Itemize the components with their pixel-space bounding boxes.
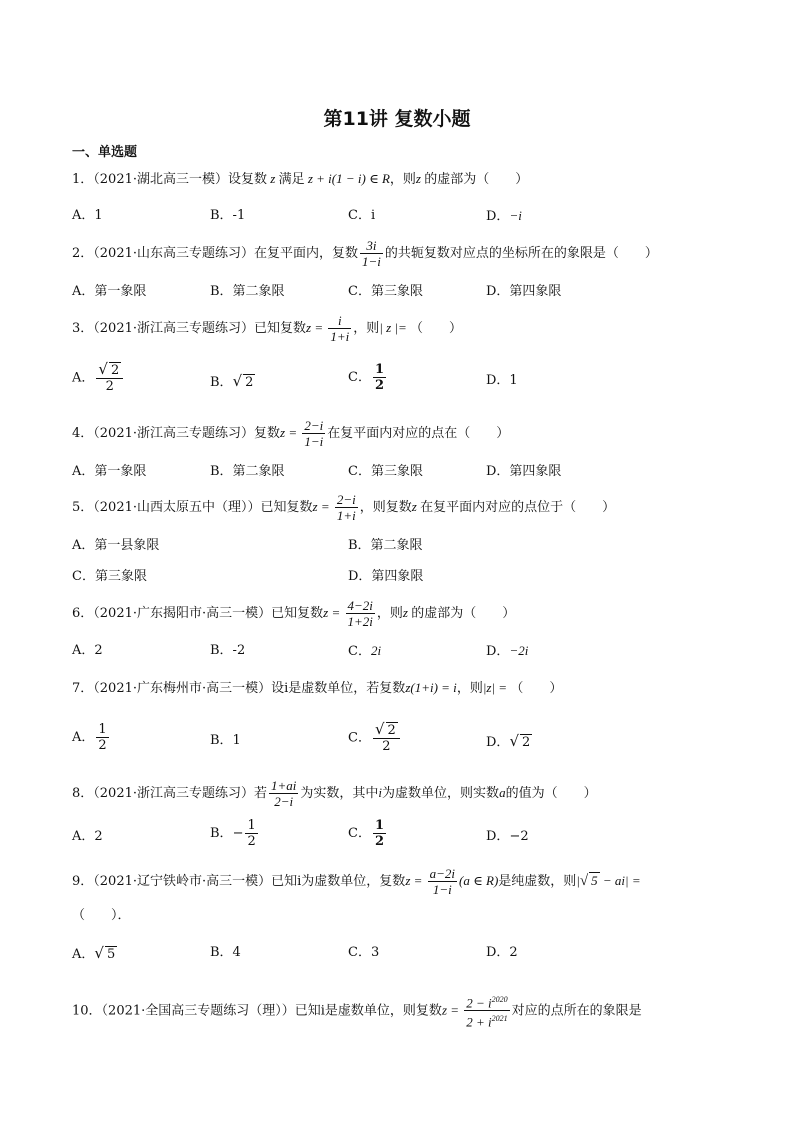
option-b: B．-1 bbox=[210, 208, 246, 223]
section-heading: 一、单选题 bbox=[72, 145, 138, 160]
option-b: B．− $\frac{1}{2}$ bbox=[210, 818, 256, 849]
option-label: D． bbox=[486, 644, 510, 659]
option-a: A．1 bbox=[72, 208, 103, 223]
denominator: 2 bbox=[374, 834, 384, 849]
question-1 bbox=[72, 171, 528, 188]
question-text: ，则 bbox=[389, 172, 416, 187]
math-fraction bbox=[428, 866, 457, 897]
math-expression: a bbox=[499, 785, 506, 800]
denominator: 1+i bbox=[336, 508, 356, 523]
question-number: 4． bbox=[72, 426, 94, 441]
option-label: C． bbox=[348, 730, 371, 746]
option-label: C． bbox=[348, 644, 371, 659]
math-fraction bbox=[96, 362, 123, 394]
question-text: （ ） bbox=[410, 321, 463, 336]
numerator: 4−2i bbox=[347, 598, 373, 613]
question-number: 2． bbox=[72, 246, 94, 261]
option-label: D． bbox=[486, 209, 510, 224]
option-d: D．第四象限 bbox=[486, 464, 562, 479]
numerator: $2 - i^{2020}$ bbox=[464, 992, 509, 1011]
option-c bbox=[348, 818, 388, 849]
question-source: （2021·全国高三专题练习（理）） bbox=[101, 1003, 295, 1019]
option-b: B．√ 2 bbox=[210, 372, 254, 390]
math-fraction bbox=[335, 492, 358, 523]
question-9-continued: （ ）． bbox=[72, 908, 131, 923]
numerator: i bbox=[328, 313, 351, 329]
option-d: D．第四象限 bbox=[486, 284, 562, 299]
option-label: C． bbox=[348, 826, 371, 841]
denominator: 1−i bbox=[304, 434, 324, 449]
question-text: 设i是虚数单位，若复数 bbox=[271, 681, 406, 696]
question-number: 10． bbox=[72, 1003, 102, 1019]
question-2 bbox=[72, 238, 658, 269]
option-a: A．第一县象限 bbox=[72, 538, 160, 553]
option-c bbox=[348, 362, 388, 393]
question-number: 7． bbox=[72, 681, 94, 696]
question-text: 已知复数 bbox=[260, 500, 313, 515]
math-expression: z = bbox=[323, 605, 344, 620]
numerator: 1+ai bbox=[271, 778, 297, 793]
page-title: 第11讲 复数小题 bbox=[323, 108, 471, 130]
denominator: 2 bbox=[374, 378, 384, 393]
option-a bbox=[72, 362, 125, 394]
option-label: D． bbox=[486, 735, 510, 750]
question-text: ，则 bbox=[353, 321, 380, 336]
math-expression: z = bbox=[405, 873, 426, 888]
option-label: B． bbox=[210, 826, 233, 841]
math-expression: i bbox=[378, 785, 383, 800]
math-expression: | z |= bbox=[379, 320, 410, 335]
math-fraction bbox=[96, 722, 108, 753]
math-expression: z(1+i) = i bbox=[405, 680, 457, 695]
option-a: A．第一象限 bbox=[72, 464, 147, 479]
option-d bbox=[486, 643, 528, 660]
math-expression: −i bbox=[509, 208, 522, 223]
option-label: A． bbox=[72, 370, 95, 386]
question-4 bbox=[72, 418, 509, 449]
question-text: （ ） bbox=[510, 681, 563, 696]
math-expression: z = bbox=[306, 320, 327, 335]
denominator: 2 bbox=[105, 379, 114, 394]
option-label: B． bbox=[210, 375, 233, 390]
question-text: 为虚数单位，则实数 bbox=[382, 786, 500, 801]
option-b: B．-2 bbox=[210, 643, 246, 658]
math-fraction bbox=[373, 818, 386, 849]
option-b: B．第二象限 bbox=[348, 538, 423, 553]
question-text: 在复平面内对应的点在（ ） bbox=[327, 426, 510, 441]
math-expression: z = bbox=[280, 425, 301, 440]
question-10 bbox=[72, 992, 642, 1030]
math-fraction bbox=[373, 362, 386, 393]
question-text: 满足 bbox=[278, 172, 305, 187]
question-text: 为实数，其中 bbox=[300, 786, 379, 801]
numerator: 1 bbox=[374, 818, 384, 833]
question-7 bbox=[72, 680, 562, 697]
denominator: 2−i bbox=[274, 794, 294, 809]
math-expression: z bbox=[267, 171, 279, 186]
option-c bbox=[348, 643, 381, 660]
numerator: 1 bbox=[98, 722, 107, 737]
denominator: 1−i bbox=[432, 882, 452, 897]
question-text: 在复平面内对应的点位于（ ） bbox=[420, 500, 616, 515]
question-number: 5． bbox=[72, 500, 94, 515]
question-text: 复数 bbox=[254, 426, 281, 441]
question-text: 的虚部为（ ） bbox=[424, 172, 529, 187]
option-b: B．1 bbox=[210, 733, 241, 748]
denominator: $2 + i^{2021}$ bbox=[466, 1014, 508, 1030]
option-b: B．第二象限 bbox=[210, 464, 285, 479]
numerator: a−2i bbox=[429, 866, 456, 881]
option-c: C．第三象限 bbox=[348, 464, 423, 479]
question-text: 是纯虚数，则 bbox=[498, 874, 577, 889]
denominator: 1−i bbox=[362, 254, 381, 269]
math-fraction bbox=[245, 818, 257, 849]
question-text: ，则复数 bbox=[359, 500, 412, 515]
question-text: 已知复数 bbox=[254, 321, 307, 336]
option-a: A．第一象限 bbox=[72, 284, 147, 299]
option-d bbox=[486, 208, 522, 225]
denominator: 2 bbox=[98, 738, 107, 753]
question-text: 设复数 bbox=[228, 172, 268, 187]
option-label: A． bbox=[72, 730, 95, 745]
question-number: 6． bbox=[72, 606, 94, 621]
question-number: 9． bbox=[72, 874, 94, 889]
question-source: （2021·山西太原五中（理）） bbox=[93, 500, 261, 515]
question-source: （2021·湖北高三一模） bbox=[93, 172, 228, 187]
question-text: 对应的点所在的象限是 bbox=[511, 1003, 642, 1019]
option-c: C．第三象限 bbox=[72, 569, 147, 584]
option-c: C．第三象限 bbox=[348, 284, 423, 299]
denominator: 1+i bbox=[330, 329, 350, 344]
math-expression: 2i bbox=[370, 643, 382, 658]
question-source: （2021·浙江高三专题练习） bbox=[93, 321, 254, 336]
option-d: D．2 bbox=[486, 945, 518, 960]
math-fraction bbox=[373, 722, 400, 754]
option-d: D．−2 bbox=[486, 829, 529, 844]
question-8 bbox=[72, 778, 597, 809]
option-a bbox=[72, 722, 111, 753]
denominator: 2 bbox=[382, 739, 391, 754]
question-source: （2021·广东揭阳市·高三一模） bbox=[93, 606, 272, 621]
question-text: 已知复数 bbox=[271, 606, 324, 621]
option-c bbox=[348, 722, 402, 754]
math-fraction bbox=[328, 313, 351, 344]
option-a: A．2 bbox=[72, 643, 103, 658]
question-text: 已知i是虚数单位，则复数 bbox=[294, 1003, 442, 1019]
numerator: 2−i bbox=[304, 418, 324, 433]
question-text: ，则 bbox=[456, 681, 483, 696]
math-fraction bbox=[346, 598, 375, 629]
question-text: 的虚部为（ ） bbox=[411, 606, 516, 621]
option-c: C．3 bbox=[348, 945, 380, 960]
numerator: 1 bbox=[374, 362, 384, 377]
math-expression: −2i bbox=[509, 643, 529, 658]
math-expression: z = bbox=[312, 499, 333, 514]
question-6 bbox=[72, 598, 515, 629]
option-d: D．√ 2 bbox=[486, 732, 531, 750]
numerator: 3i bbox=[360, 238, 383, 254]
question-text: 的值为（ ） bbox=[505, 786, 597, 801]
option-d: D．第四象限 bbox=[348, 569, 424, 584]
option-a: A．2 bbox=[72, 829, 103, 844]
question-text: ，则 bbox=[376, 606, 403, 621]
option-c: C．i bbox=[348, 208, 376, 223]
question-number: 8． bbox=[72, 786, 94, 801]
question-source: （2021·山东高三专题练习） bbox=[93, 246, 254, 261]
option-a: A．√ 5 bbox=[72, 944, 116, 962]
numerator: √ 2 bbox=[373, 722, 400, 739]
question-source: （2021·浙江高三专题练习） bbox=[93, 426, 254, 441]
math-fraction bbox=[360, 238, 383, 269]
option-d: D．1 bbox=[486, 373, 518, 388]
denominator: 1+2i bbox=[347, 614, 373, 629]
math-fraction bbox=[302, 418, 325, 449]
question-source: （2021·浙江高三专题练习） bbox=[93, 786, 254, 801]
question-text: 在复平面内，复数 bbox=[254, 246, 359, 261]
option-b: B．第二象限 bbox=[210, 284, 285, 299]
question-number: 3． bbox=[72, 321, 94, 336]
question-5 bbox=[72, 492, 615, 523]
question-text: 若 bbox=[254, 786, 268, 801]
question-3 bbox=[72, 313, 462, 344]
math-expression: (a ∈ R) bbox=[459, 873, 499, 888]
math-expression: z = bbox=[441, 1002, 463, 1018]
option-label: D． bbox=[486, 829, 510, 844]
math-expression: z bbox=[415, 171, 425, 186]
math-fraction bbox=[269, 778, 298, 809]
option-label: C． bbox=[348, 370, 371, 385]
math-expression: z bbox=[411, 499, 421, 514]
denominator: 2 bbox=[247, 834, 256, 849]
question-number: 1． bbox=[72, 172, 94, 187]
option-b: B．4 bbox=[210, 945, 241, 960]
option-label: A． bbox=[72, 947, 95, 962]
math-expression: z bbox=[402, 605, 412, 620]
math-expression: |z| = bbox=[482, 680, 511, 695]
numerator: 2−i bbox=[336, 492, 356, 507]
numerator: √ 2 bbox=[96, 362, 123, 379]
numerator: 1 bbox=[247, 818, 256, 833]
math-expression: |√ 5 − ai| = bbox=[576, 873, 641, 889]
question-9 bbox=[72, 866, 641, 897]
question-text: 的共轭复数对应点的坐标所在的象限是（ ） bbox=[384, 246, 658, 261]
question-text: 已知i为虚数单位，复数 bbox=[271, 874, 406, 889]
math-expression: z + i(1 − i) ∈ R bbox=[304, 171, 390, 186]
question-source: （2021·辽宁铁岭市·高三一模） bbox=[93, 874, 272, 889]
question-source: （2021·广东梅州市·高三一模） bbox=[93, 681, 272, 696]
math-fraction bbox=[464, 992, 509, 1030]
